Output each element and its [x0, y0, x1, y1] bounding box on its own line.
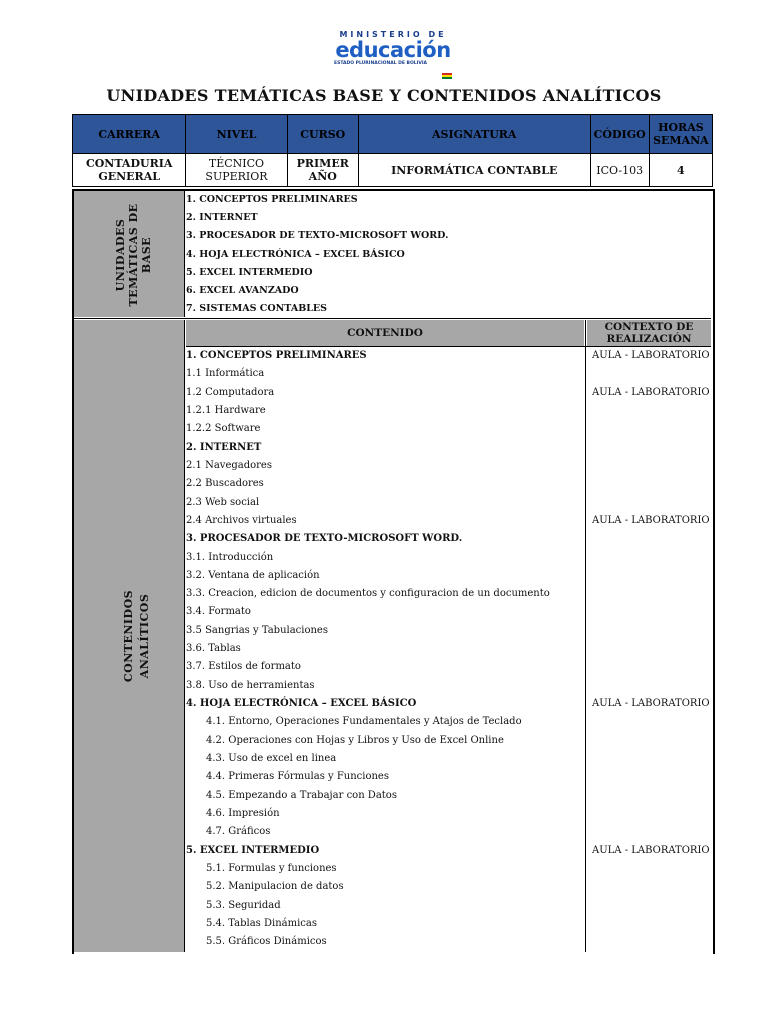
header-nivel: NIVEL [186, 115, 287, 154]
value-carrera: CONTADURIA GENERAL [73, 154, 186, 187]
content-item: 1.1 Informática [186, 368, 265, 380]
content-item: 2.2 Buscadores [186, 478, 264, 490]
unit-item: 7. SISTEMAS CONTABLES [186, 303, 328, 315]
unit-item: 1. CONCEPTOS PRELIMINARES [186, 194, 358, 205]
context-cell: AULA - LABORATORIO [592, 844, 710, 856]
unit-item: 6. EXCEL AVANZADO [186, 285, 299, 296]
content-item: 1.2 Computadora [186, 386, 275, 398]
divider [74, 318, 711, 319]
logo-estado-text: ESTADO PLURINACIONAL DE BOLIVIA [334, 61, 427, 66]
value-codigo: ICO-103 [590, 154, 649, 187]
content-item: 3. PROCESADOR DE TEXTO-MICROSOFT WORD. [186, 533, 463, 545]
unit-item: 4. HOJA ELECTRÓNICA – EXCEL BÁSICO [186, 248, 405, 260]
content-item: 2.3 Web social [186, 496, 260, 508]
content-item: 5.3. Seguridad [206, 899, 281, 911]
value-curso: PRIMER AÑO [287, 154, 358, 187]
content-item: 1.2.1 Hardware [186, 404, 266, 416]
page-title: UNIDADES TEMÁTICAS BASE Y CONTENIDOS ANALÍTICOS [106, 86, 662, 105]
unit-item: 3. PROCESADOR DE TEXTO-MICROSOFT WORD. [186, 230, 449, 242]
divider [585, 320, 586, 952]
content-item: 1.2.2 Software [186, 423, 261, 435]
content-item: 5.4. Tablas Dinámicas [206, 917, 317, 929]
content-item: 2.1 Navegadores [186, 459, 272, 471]
units-section-label: UNIDADES TEMÁTICAS DE BASE [114, 203, 153, 307]
content-item: 2. INTERNET [186, 441, 262, 453]
course-header-table [72, 114, 713, 187]
content-item: 4.6. Impresión [206, 808, 280, 819]
header-curso: CURSO [287, 115, 358, 154]
logo-brand-text: educación [335, 38, 451, 62]
content-item: 5.5. Gráficos Dinámicos [206, 936, 327, 948]
content-item: 4.5. Empezando a Trabajar con Datos [206, 789, 397, 801]
content-item: 2.4 Archivos virtuales [186, 514, 297, 526]
content-item: 1. CONCEPTOS PRELIMINARES [186, 350, 367, 361]
value-horas: 4 [649, 154, 712, 187]
value-nivel: TÉCNICO SUPERIOR [186, 154, 287, 187]
content-item: 3.5 Sangrias y Tabulaciones [186, 624, 328, 636]
content-item: 5.1. Formulas y funciones [206, 862, 337, 874]
content-item: 3.6. Tablas [186, 643, 241, 655]
content-item: 5.2. Manipulacion de datos [206, 881, 344, 893]
context-cell: AULA - LABORATORIO [592, 386, 710, 398]
header-horas: HORAS SEMANA [649, 115, 712, 154]
bolivia-flag-icon [442, 73, 452, 79]
content-item: 4.4. Primeras Fórmulas y Funciones [206, 771, 389, 783]
col-contexto: CONTEXTO DE REALIZACIÓN [587, 320, 711, 346]
unit-item: 2. INTERNET [186, 212, 258, 224]
logo-ministerio-text: MINISTERIO DE [339, 30, 447, 39]
ministerio-logo [330, 30, 456, 80]
value-asignatura: INFORMÁTICA CONTABLE [358, 154, 590, 187]
col-contenido: CONTENIDO [186, 320, 584, 346]
content-item: 4.3. Uso de excel en linea [206, 753, 337, 765]
content-item: 4. HOJA ELECTRÓNICA – EXCEL BÁSICO [186, 698, 417, 710]
context-cell: AULA - LABORATORIO [592, 515, 710, 527]
unit-item: 5. EXCEL INTERMEDIO [186, 266, 313, 278]
content-item: 3.2. Ventana de aplicación [186, 569, 320, 581]
content-item: 4.2. Operaciones con Hojas y Libros y Uso de Excel Online [206, 734, 504, 746]
content-item: 3.4. Formato [186, 606, 251, 618]
contents-section-label: CONTENIDOS ANALÍTICOS [122, 589, 151, 683]
content-item: 4.1. Entorno, Operaciones Fundamentales y Atajos de Teclado [206, 716, 522, 728]
content-item: 4.7. Gráficos [206, 826, 271, 838]
context-cell: AULA - LABORATORIO [592, 350, 710, 362]
content-item: 3.8. Uso de herramientas [186, 679, 315, 691]
content-item: 3.7. Estilos de formato [186, 661, 301, 673]
content-item: 5. EXCEL INTERMEDIO [186, 844, 320, 856]
context-cell: AULA - LABORATORIO [592, 698, 710, 710]
header-asignatura: ASIGNATURA [358, 115, 590, 154]
content-item: 3.3. Creacion, edicion de documentos y configuracion de un documento [186, 588, 550, 600]
header-codigo: CÓDIGO [590, 115, 649, 154]
header-carrera: CARRERA [73, 115, 186, 154]
content-item: 3.1. Introducción [186, 551, 274, 563]
